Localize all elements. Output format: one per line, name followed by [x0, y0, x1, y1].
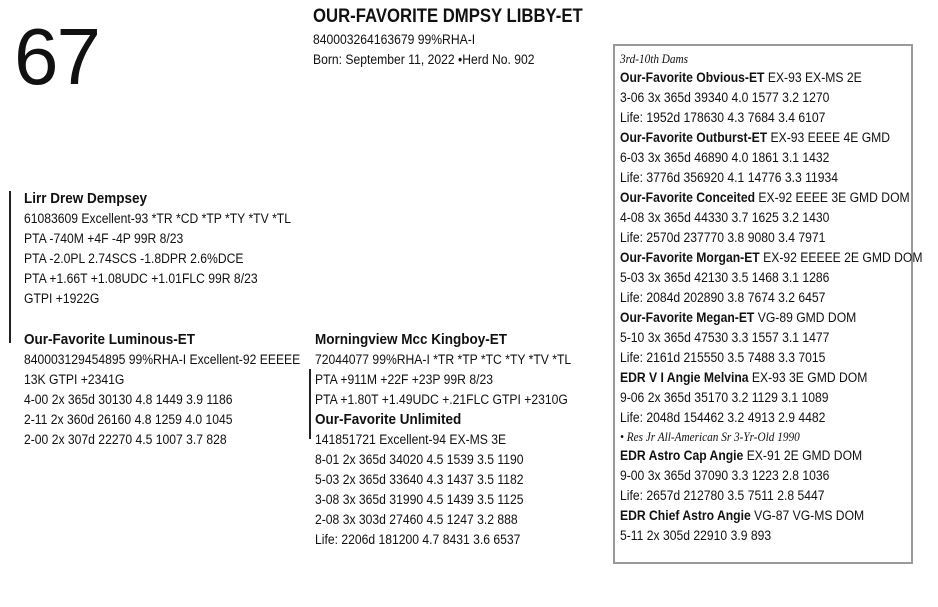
- sire-line: PTA -2.0PL 2.74SCS -1.8DPR 2.6%DCE: [24, 251, 244, 266]
- dam-entry-line: 5-11 2x 305d 22910 3.9 893: [620, 528, 772, 543]
- dam-block: [24, 330, 331, 450]
- dam-entry-name: EDR V I Angie Melvina EX-93 3E GMD DOM: [620, 370, 868, 385]
- granddam-line: Life: 2206d 181200 4.7 8431 3.6 6537: [315, 532, 521, 547]
- dam-entry-note: • Res Jr All-American Sr 3-Yr-Old 1990: [620, 430, 800, 444]
- dam-entry-name: Our-Favorite Obvious-ET EX-93 EX-MS 2E: [620, 70, 862, 85]
- granddam-line: 141851721 Excellent-94 EX-MS 3E: [315, 432, 507, 447]
- dam-line: 2-00 2x 307d 22270 4.5 1007 3.7 828: [24, 432, 227, 447]
- dam-entry-name: EDR Astro Cap Angie EX-91 2E GMD DOM: [620, 448, 863, 463]
- sire-line: PTA -740M +4F -4P 99R 8/23: [24, 231, 184, 246]
- sire-line: GTPI +1922G: [24, 291, 100, 306]
- dam-entry-line: Life: 3776d 356920 4.1 14776 3.3 11934: [620, 170, 839, 185]
- dam-entry-line: 5-10 3x 365d 47530 3.3 1557 3.1 1477: [620, 330, 830, 345]
- dam-entry-line: 9-00 3x 365d 37090 3.3 1223 2.8 1036: [620, 468, 830, 483]
- dam-entry-line: 9-06 2x 365d 35170 3.2 1129 3.1 1089: [620, 390, 829, 405]
- maternal-grandsire-block: [315, 330, 600, 550]
- dam-entry-line: Life: 1952d 178630 4.3 7684 3.4 6107: [620, 110, 826, 125]
- dam-entry-line: Life: 2084d 202890 3.8 7674 3.2 6457: [620, 290, 826, 305]
- dam-entry-line: 4-08 3x 365d 44330 3.7 1625 3.2 1430: [620, 210, 830, 225]
- granddam-line: 3-08 3x 365d 31990 4.5 1439 3.5 1125: [315, 492, 524, 507]
- mgs-line: PTA +911M +22F +23P 99R 8/23: [315, 372, 493, 387]
- dam-entry-name: Our-Favorite Megan-ET VG-89 GMD DOM: [620, 310, 857, 325]
- dam-line: 840003129454895 99%RHA-I Excellent-92 EEEEE: [24, 352, 301, 367]
- dams-box: [613, 44, 923, 564]
- dam-line: 4-00 2x 365d 30130 4.8 1449 3.9 1186: [24, 392, 233, 407]
- animal-name: OUR-FAVORITE DMPSY LIBBY-ET: [313, 6, 583, 27]
- pedigree-bracket-sire: [9, 191, 11, 343]
- dam-entry-line: 3-06 3x 365d 39340 4.0 1577 3.2 1270: [620, 90, 830, 105]
- granddam-line: 5-03 2x 365d 33640 4.3 1437 3.5 1182: [315, 472, 524, 487]
- dam-entry-name: EDR Chief Astro Angie VG-87 VG-MS DOM: [620, 508, 865, 523]
- mgs-line: PTA +1.80T +1.49UDC +.21FLC GTPI +2310G: [315, 392, 568, 407]
- dam-entry-name: Our-Favorite Conceited EX-92 EEEE 3E GMD DOM: [620, 190, 910, 205]
- dam-entry-name: Our-Favorite Morgan-ET EX-92 EEEEE 2E GMD DOM: [620, 250, 923, 265]
- sire-line: PTA +1.66T +1.08UDC +1.01FLC 99R 8/23: [24, 271, 258, 286]
- granddam-line: 2-08 3x 303d 27460 4.5 1247 3.2 888: [315, 512, 518, 527]
- dam-entry-line: Life: 2657d 212780 3.5 7511 2.8 5447: [620, 488, 825, 503]
- granddam-name: Our-Favorite Unlimited: [315, 411, 462, 428]
- animal-born-line: Born: September 11, 2022 •Herd No. 902: [313, 52, 535, 67]
- sire-block: [24, 189, 321, 309]
- dam-line: 2-11 2x 360d 26160 4.8 1259 4.0 1045: [24, 412, 233, 427]
- mgs-line: 72044077 99%RHA-I *TR *TP *TC *TY *TV *TL: [315, 352, 572, 367]
- dam-entry-line: Life: 2161d 215550 3.5 7488 3.3 7015: [620, 350, 826, 365]
- dam-entry-name: Our-Favorite Outburst-ET EX-93 EEEE 4E GMD: [620, 130, 891, 145]
- animal-id-line: 840003264163679 99%RHA-I: [313, 32, 476, 47]
- dam-entry-line: 5-03 3x 365d 42130 3.5 1468 3.1 1286: [620, 270, 830, 285]
- sire-name: Lirr Drew Dempsey: [24, 190, 148, 207]
- dam-line: 13K GTPI +2341G: [24, 372, 125, 387]
- granddam-line: 8-01 2x 365d 34020 4.5 1539 3.5 1190: [315, 452, 524, 467]
- dam-entry-line: Life: 2570d 237770 3.8 9080 3.4 7971: [620, 230, 826, 245]
- sire-line: 61083609 Excellent-93 *TR *CD *TP *TY *TV *TL: [24, 211, 291, 226]
- dams-box-header: 3rd-10th Dams: [620, 52, 689, 66]
- mgs-name: Morningview Mcc Kingboy-ET: [315, 331, 508, 348]
- dam-entry-line: Life: 2048d 154462 3.2 4913 2.9 4482: [620, 410, 826, 425]
- dam-name: Our-Favorite Luminous-ET: [24, 331, 196, 348]
- lot-number: 67: [14, 12, 99, 101]
- dam-entry-line: 6-03 3x 365d 46890 4.0 1861 3.1 1432: [620, 150, 830, 165]
